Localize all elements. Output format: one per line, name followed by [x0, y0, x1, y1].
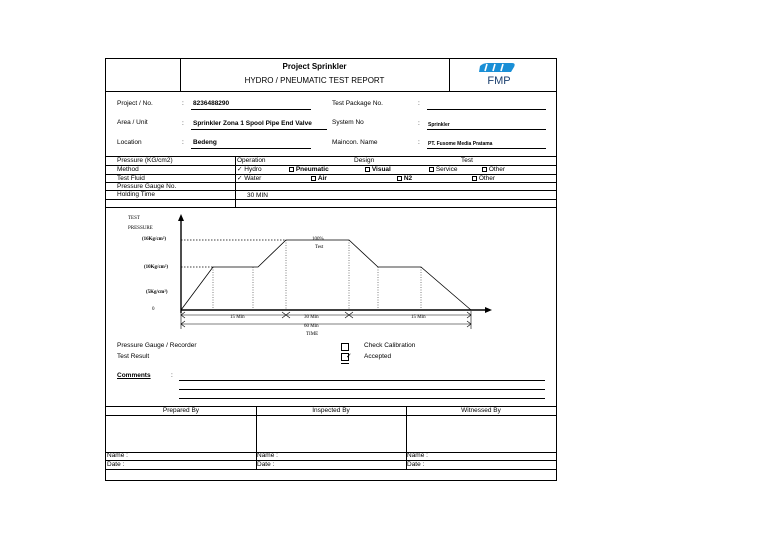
y-axis-arrow-icon [178, 214, 184, 221]
checkbox-icon [365, 167, 370, 172]
inspected-by-label: Inspected By [312, 407, 350, 414]
checkbox-icon [397, 176, 402, 181]
graph-seg1-label: 15 Min [230, 315, 245, 320]
fmp-logo [474, 62, 524, 86]
fluid-n2-option[interactable] [397, 175, 412, 183]
prepared-date-label: Date : [107, 461, 125, 468]
graph-zero-label: 0 [152, 307, 155, 312]
pressure-label: Pressure (KG/cm2) [117, 157, 173, 164]
fluid-other-label: Other [478, 175, 496, 182]
prepared-signature-box[interactable] [106, 416, 256, 452]
colon: : [418, 139, 420, 146]
method-other-option[interactable] [482, 166, 505, 174]
pressure-profile-line [181, 240, 471, 310]
area-value: Sprinkler Zona 1 Spool Pipe End Valve [193, 120, 312, 127]
prepared-name-label: Name : [107, 452, 128, 459]
system-label: System No [332, 119, 364, 126]
witnessed-date-label: Date : [407, 461, 425, 468]
accepted-label: Accepted [364, 353, 392, 360]
checkbox-icon [311, 176, 316, 181]
graph-p10-label: (10Kg/cm²) [144, 265, 168, 270]
test-label: Test [461, 157, 473, 164]
maincon-underline [427, 148, 546, 149]
header-divider-right [449, 59, 450, 91]
method-service-label: Service [435, 166, 458, 173]
row-line [106, 199, 556, 200]
test-report-form [105, 58, 557, 481]
x-axis-arrow-icon [485, 307, 492, 313]
report-title: Project Sprinkler [282, 62, 347, 71]
colon: : [182, 120, 184, 127]
column-line [235, 156, 236, 207]
graph-time-label: TIME [306, 332, 319, 337]
area-underline [191, 129, 327, 130]
project-no-value: 8236488290 [193, 100, 230, 107]
check-calibration-label: Check Calibration [364, 342, 416, 349]
signature-bottom-line [106, 452, 556, 453]
colon: : [182, 139, 184, 146]
pressure-time-graph [106, 207, 556, 342]
witnessed-name-label: Name : [407, 452, 428, 459]
operation-label: Operation [237, 157, 266, 164]
graph-total-label: 60 Min [304, 324, 319, 329]
location-value: Bedeng [193, 139, 217, 146]
colon: : [418, 120, 420, 127]
holding-time-value: 30 MIN [247, 192, 268, 199]
inspected-signature-box[interactable] [257, 416, 406, 452]
test-result-label: Test Result [117, 353, 150, 360]
check-calibration-checkbox[interactable] [341, 343, 349, 351]
area-label: Area / Unit [117, 119, 148, 126]
checkbox-icon [472, 176, 477, 181]
system-underline [427, 129, 546, 130]
system-value: Sprinkler [428, 122, 450, 128]
comments-label: Comments [117, 372, 151, 379]
method-visual-label: Visual [371, 166, 391, 173]
name-bottom-line [106, 460, 556, 461]
method-label: Method [117, 166, 139, 173]
method-pneumatic-option[interactable] [289, 166, 329, 174]
fluid-air-option[interactable] [311, 175, 327, 183]
method-hydro: ✓ Hydro [237, 166, 262, 173]
holding-time-label: Holding Time [117, 191, 155, 198]
witnessed-by-label: Witnessed By [461, 407, 501, 414]
comments-line-2[interactable] [179, 389, 545, 390]
gauge-no-label: Pressure Gauge No. [117, 183, 177, 190]
graph-p5-label: (5Kg/cm²) [146, 290, 168, 295]
report-subtitle: HYDRO / PNEUMATIC TEST REPORT [244, 76, 385, 85]
method-visual-option[interactable] [365, 166, 391, 174]
graph-pct-sub-label: Test [315, 245, 324, 250]
info-bottom-line [106, 156, 556, 157]
comments-line-3[interactable] [179, 398, 545, 399]
maincon-value: PT. Fusome Media Pratama [428, 141, 493, 147]
fluid-air-label: Air [317, 175, 327, 182]
logo-text: FMP [487, 75, 511, 86]
method-other-label: Other [488, 166, 506, 173]
colon: : [418, 100, 420, 107]
method-pneumatic-label: Pneumatic [295, 166, 329, 173]
method-service-option[interactable] [429, 166, 458, 174]
fluid-label: Test Fluid [117, 175, 145, 182]
accepted-checkbox[interactable] [341, 353, 352, 361]
witnessed-signature-box[interactable] [407, 416, 556, 452]
checkbox-icon [289, 167, 294, 172]
location-underline [191, 148, 311, 149]
inspected-name-label: Name : [257, 452, 278, 459]
location-label: Location [117, 139, 142, 146]
project-no-underline [191, 109, 311, 110]
checkbox-icon [429, 167, 434, 172]
graph-test-label: TEST [128, 216, 140, 221]
test-package-underline [427, 109, 546, 110]
fluid-other-option[interactable] [472, 175, 495, 183]
header-bottom-line [106, 91, 556, 92]
colon: : [182, 100, 184, 107]
design-label: Design [354, 157, 375, 164]
checkbox-icon [482, 167, 487, 172]
comments-colon: : [171, 372, 173, 379]
check-mark-icon: ✓ [346, 353, 352, 360]
fmp-logo-icon [474, 62, 524, 86]
graph-p16-label: (16Kg/cm²) [142, 237, 166, 242]
maincon-label: Maincon. Name [332, 139, 378, 146]
fluid-water: ✓ Water [237, 175, 262, 182]
inspected-date-label: Date : [257, 461, 275, 468]
graph-seg3-label: 15 Min [411, 315, 426, 320]
fluid-n2-label: N2 [403, 175, 413, 182]
prepared-by-label: Prepared By [162, 407, 200, 414]
accepted-underline [341, 363, 349, 364]
graph-pressure-label: PRESSURE [128, 226, 153, 231]
comments-line-1[interactable] [179, 380, 545, 381]
graph-pct-label: 100% [312, 237, 324, 242]
project-no-label: Project / No. [117, 100, 153, 107]
date-bottom-line [106, 469, 556, 470]
graph-seg2-label: 30 Min [304, 315, 319, 320]
gauge-recorder-label: Pressure Gauge / Recorder [117, 342, 197, 349]
test-package-label: Test Package No. [332, 100, 383, 107]
